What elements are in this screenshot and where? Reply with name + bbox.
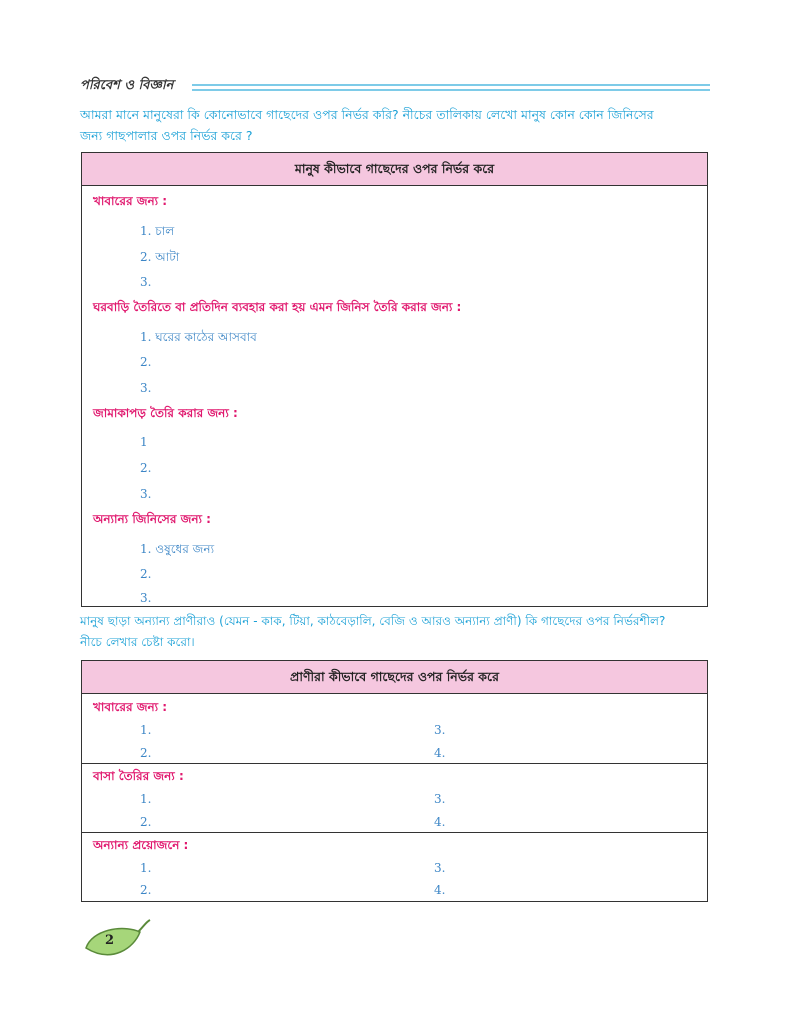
list-item: 2. [140, 567, 152, 581]
list-item: 2. [140, 461, 152, 475]
list-item: 3. [140, 275, 152, 289]
list-item: 2. [140, 883, 152, 897]
page-number: 2 [105, 933, 115, 948]
leaf-icon [82, 918, 154, 968]
list-item: 4. [434, 746, 446, 760]
list-item: 1. চাল [140, 224, 175, 238]
list-item: 1 [140, 435, 148, 449]
list-item: 2. [140, 355, 152, 369]
intro-line-2: নীচে লেখার চেষ্টা করো। [80, 635, 195, 649]
intro-paragraph-1 [80, 104, 715, 146]
list-item: 1. [140, 723, 152, 737]
list-item: 3. [434, 792, 446, 806]
list-item: 2. [140, 746, 152, 760]
list-item: 3. [140, 381, 152, 395]
book-title: পরিবেশ ও বিজ্ঞান [80, 78, 174, 93]
list-item: 3. [140, 591, 152, 605]
section-title-food: খাবারের জন্য : [93, 194, 168, 208]
list-item: 3. [434, 723, 446, 737]
list-item: 4. [434, 815, 446, 829]
section-title-other-needs: অন্যান্য প্রয়োজনে : [93, 838, 189, 852]
header-rule-top [192, 84, 710, 86]
list-item: 1. ঘরের কাঠের আসবাব [140, 330, 257, 344]
section-title-housing: ঘরবাড়ি তৈরিতে বা প্রতিদিন ব্যবহার করা হয় এমন জিনিস তৈরি করার জন্য : [93, 300, 462, 314]
list-item: 2. আটা [140, 250, 180, 264]
list-item: 1. [140, 861, 152, 875]
header-rule-bottom [192, 89, 710, 91]
intro-line-1: মানুষ ছাড়া অন্যান্য প্রাণীরাও (যেমন - কাক, টিয়া, কাঠবেড়ালি, বেজি ও আরও অন্যান্য প্রাণী) কি গাছেদের ওপর নির্ভরশীল? [80, 614, 666, 628]
list-item: 4. [434, 883, 446, 897]
row-divider [82, 763, 707, 764]
list-item: 1. [140, 792, 152, 806]
list-item: 3. [140, 487, 152, 501]
list-item: 2. [140, 815, 152, 829]
row-divider [82, 832, 707, 833]
animal-dependence-table [81, 660, 708, 902]
section-title-clothing: জামাকাপড় তৈরি করার জন্য : [93, 406, 238, 420]
intro-line-2: জন্য গাছপালার ওপর নির্ভর করে ? [80, 128, 253, 143]
list-item: 1. ওষুধের জন্য [140, 542, 215, 556]
intro-paragraph-2 [80, 611, 715, 653]
intro-line-1: আমরা মানে মানুষেরা কি কোনোভাবে গাছেদের ওপর নির্ভর করি? নীচের তালিকায় লেখো মানুষ কোন কোন জিনিসের [80, 107, 654, 122]
table-heading: প্রাণীরা কীভাবে গাছেদের ওপর নির্ভর করে [82, 661, 707, 694]
section-title-food: খাবারের জন্য : [93, 700, 168, 714]
page-header [80, 76, 710, 96]
section-title-other: অন্যান্য জিনিসের জন্য : [93, 512, 211, 526]
list-item: 3. [434, 861, 446, 875]
human-dependence-table [81, 152, 708, 607]
table-heading: মানুষ কীভাবে গাছেদের ওপর নির্ভর করে [82, 153, 707, 186]
section-title-nest: বাসা তৈরির জন্য : [93, 769, 184, 783]
